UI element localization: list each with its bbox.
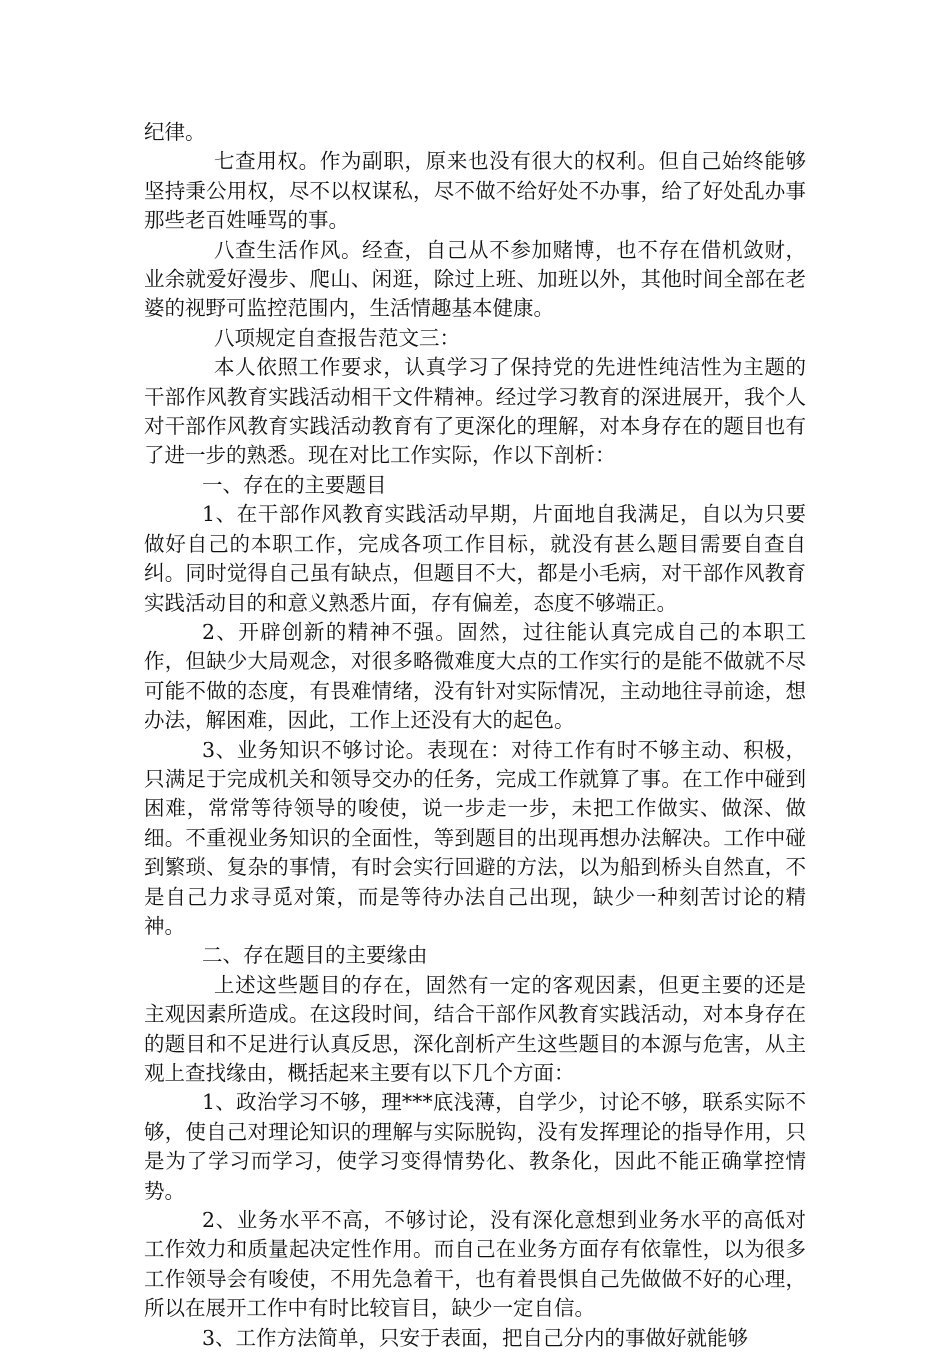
paragraph-problem-3: 3、业务知识不够讨论。表现在：对待工作有时不够主动、积极，只满足于完成机关和领导交办的任务，完成工作就算了事。在工作中碰到困难，常常等待领导的唆使，说一步走一步，未把工作做实、做深、做细。不重视业务知识的全面性，等到题目的出现再想办法解决。工作中碰到繁琐、复杂的事情，有时会实行回避的方法，以为船到桥头自然直，不是自己力求寻觅对策，而是等待办法自己出现，缺少一种刻苦讨论的精神。 [144,737,806,938]
paragraph-intro: 本人依照工作要求，认真学习了保持党的先进性纯洁性为主题的干部作风教育实践活动相干文件精神。经过学习教育的深进展开，我个人对干部作风教育实践活动教育有了更深化的理解，对本身存在的题目也有了进一步的熟悉。现在对比工作实际，作以下剖析： [144,355,806,468]
paragraph-check-power: 七查用权。作为副职，原来也没有很大的权利。但自己始终能够坚持秉公用权，尽不以权谋私，尽不做不给好处不办事，给了好处乱办事那些老百姓唾骂的事。 [144,149,806,233]
heading-main-causes: 二、存在题目的主要缘由 [202,943,428,968]
document-body [144,118,806,1353]
paragraph-check-lifestyle: 八查生活作风。经查，自己从不参加赌博，也不存在借机敛财，业余就爱好漫步、爬山、闲逛，除过上班、加班以外，其他时间全部在老婆的视野可监控范围内，生活情趣基本健康。 [144,237,806,321]
paragraph-cause-1: 1、政治学习不够，理***底浅薄，自学少，讨论不够，联系实际不够，使自己对理论知识的理解与实际脱钩，没有发挥理论的指导作用，只是为了学习而学习，使学习变得情势化、教条化，因此不能正确掌控情势。 [144,1090,806,1203]
paragraph-cause-3: 3、工作方法简单，只安于表面，把自己分内的事做好就能够 [202,1325,749,1350]
paragraph-continuation: 纪律。 [144,120,206,144]
paragraph-problem-1: 1、在干部作风教育实践活动早期，片面地自我满足，自以为只要做好自己的本职工作，完成各项工作目标，就没有甚么题目需要自查自纠。同时觉得自己虽有缺点，但题目不大，都是小毛病，对干部作风教育实践活动目的和意义熟悉片面，存有偏差，态度不够端正。 [144,502,806,615]
paragraph-cause-2: 2、业务水平不高，不够讨论，没有深化意想到业务水平的高低对工作效力和质量起决定性作用。而自己在业务方面存有依靠性，以为很多工作领导会有唆使，不用先急着干，也有着畏惧自己先做做不好的心理，所以在展开工作中有时比较盲目，缺少一定自信。 [144,1208,806,1321]
paragraph-causes-intro: 上述这些题目的存在，固然有一定的客观因素，但更主要的还是主观因素所造成。在这段时间，结合干部作风教育实践活动，对本身存在的题目和不足进行认真反思，深化剖析产生这些题目的本源与危害，从主观上查找缘由，概括起来主要有以下几个方面： [144,972,806,1085]
heading-main-problems: 一、存在的主要题目 [202,472,387,497]
paragraph-problem-2: 2、开辟创新的精神不强。固然，过往能认真完成自己的本职工作，但缺少大局观念，对很多略微难度大点的工作实行的是能不做就不尽可能不做的态度，有畏难情绪，没有针对实际情况，主动地往寻前途，想办法，解困难，因此，工作上还没有大的起色。 [144,619,806,733]
section-title-sample-three: 八项规定自查报告范文三： [214,325,460,350]
